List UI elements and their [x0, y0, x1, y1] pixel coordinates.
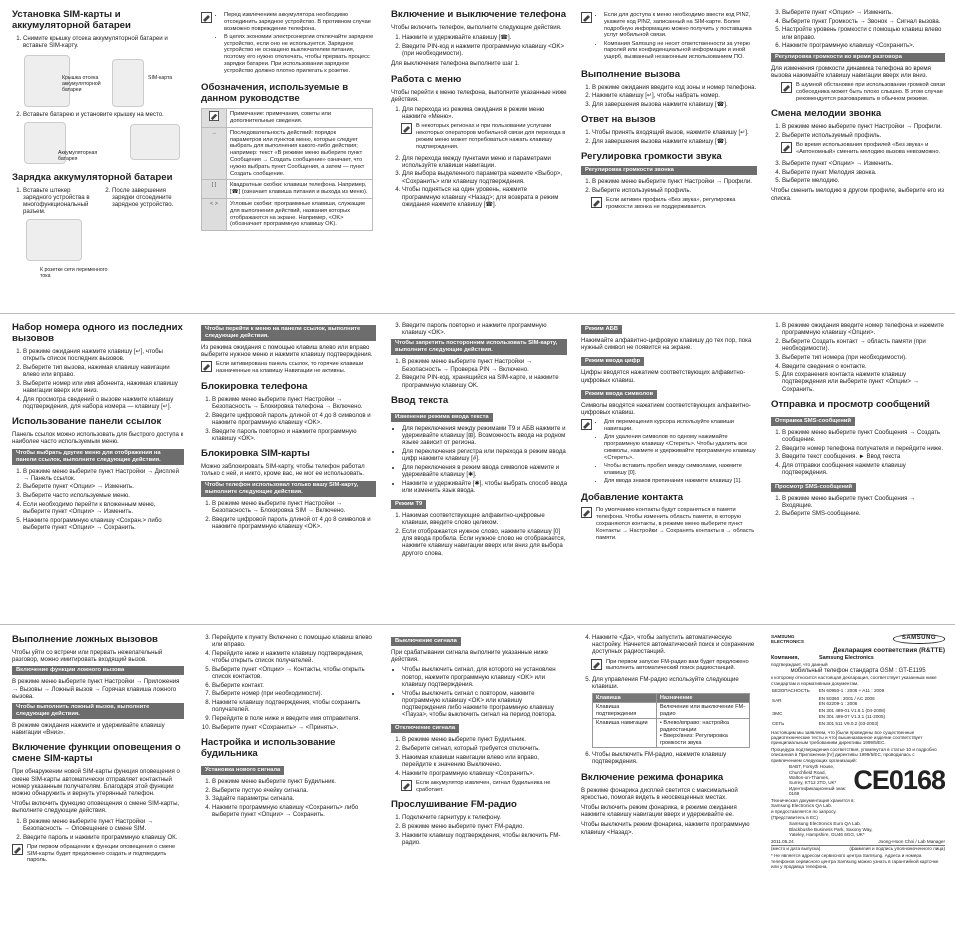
col-conventions	[201, 9, 376, 309]
paragraph: Чтобы включить функцию оповещения о смене SIM-карты, выполните следующие действия.	[12, 800, 180, 815]
note-icon	[401, 780, 412, 791]
paragraph: Цифры вводятся нажатием соответствующих алфавитно-цифровых клавиш.	[581, 369, 746, 384]
phone-charging-image	[26, 219, 82, 261]
list-item: • Компания Samsung не несет ответственности за утерю паролей или конфиденциальной информации и иной ущерб, вызванный незаконным использованием ПО.	[604, 41, 757, 61]
list-item: 2. Введите PIN-код и нажмите программную клавишу <OK> (при необходимости).	[402, 43, 567, 57]
list-item: • Для переключения между режимами T9 и АБВ нажмите и удерживайте клавишу [⊞]. Возможность ввода на родном языке зависит от региона.	[402, 425, 567, 447]
col-alarm-off-radio	[391, 634, 567, 934]
list-item: 4. Для просмотра сведений о вызове нажмите клавишу подтверждения, для набора номера — клавишу [↵].	[23, 396, 184, 410]
caption: Аккумуляторная батарея	[58, 149, 98, 162]
note-icon	[581, 507, 592, 518]
list-item: 3. Выберите часто используемые меню.	[23, 492, 184, 499]
note-text: Если активирована панель ссылок, то горячие клавиши назначенные на клавишу Навигации не активны.	[216, 361, 364, 375]
list-item: 1. В режиме меню выберите пункт Настройки → Безопасность → Проверка PIN → Включено.	[402, 358, 567, 372]
note	[581, 507, 757, 541]
table-header: Клавиша	[593, 693, 657, 703]
section-title: Блокировка телефона	[201, 381, 308, 392]
table-cell: SAR	[772, 698, 782, 704]
section-title: Прослушивание FM-радио	[391, 799, 517, 811]
place-label: (место и дата выпуска)	[771, 845, 821, 851]
list-item: • Если для доступа к меню необходимо ввести код PIN2, укажите код PIN2, записанный на SIM-карте. Более подробную информацию можно получить у поставщика услуг мобильной связи.	[604, 12, 757, 39]
list-item: 1. В режиме меню выберите пункт Сообщения → Создать сообщение.	[782, 429, 945, 443]
table-header-row	[593, 693, 750, 703]
list-item: 4. Если необходимо перейти к вложенным меню, выберите пункт <Опции> → Изменить.	[23, 501, 184, 515]
warning-icon	[201, 12, 212, 23]
section-title: Выполнение вызова	[581, 68, 681, 80]
list-item: 2. Выберите Создать контакт → область памяти (при необходимости).	[782, 338, 945, 352]
table-row	[202, 180, 373, 199]
table-row	[202, 198, 373, 230]
product-name: мобильный телефон стандарта GSM : GT-E1195	[790, 668, 926, 675]
paragraph: Чтобы включить режим фонарика, в режиме ожидания нажмите клавишу навигации вверх и удерживайте ее.	[581, 803, 737, 819]
phone-closed-image	[130, 124, 180, 160]
col-alarm	[201, 634, 376, 934]
subsection-bar: Режим ввода цифр	[581, 357, 644, 366]
paragraph: Символы вводятся нажатием соответствующих алфавитно-цифровых клавиш.	[581, 401, 751, 417]
paragraph: Панель ссылок можно использовать для быстрого доступа к наиболее часто используемым меню.	[12, 431, 184, 446]
list-item: 5. Выберите пункт <Опции> → Контакты, чтобы открыть список контактов.	[212, 666, 376, 680]
list-item: 2. Выберите используемый профиль.	[592, 187, 757, 194]
issue-date: 2011.05.24	[771, 839, 794, 845]
table-row	[202, 109, 373, 128]
section-title: Выполнение ложных вызовов	[12, 634, 158, 645]
list-item: 1. В режиме меню выберите пункт Будильник.	[212, 778, 376, 785]
list-item: • В целях экономии электроэнергии отключайте зарядное устройство, если оно не используется. Зарядное устройство не оснащено выключателем питания, поэтому его нужно отключать, чтобы прервать процесс зарядки батареи. При использовании зарядное устройство должно плотно прилегать к розетке.	[224, 34, 376, 75]
list-item: 7. Выберите номер (при необходимости).	[212, 690, 376, 697]
col-messages	[771, 322, 945, 614]
subsection-bar: Режим АБВ	[581, 325, 622, 334]
note	[401, 780, 567, 794]
paragraph: Чтобы выключить режим фонарика, нажмите программную клавишу <Назад>.	[581, 821, 750, 836]
list-item: • Чтобы выключить сигнал, для которого не установлен повтор, нажмите программную клавишу <OK> или клавишу подтверждения.	[402, 666, 567, 688]
table-header: Назначение	[656, 693, 749, 703]
caption: Крышка отсека аккумуляторной батареи	[62, 74, 101, 93]
list-item: 4. Перейдите ниже и нажмите клавишу подтверждения, чтобы открыть список получателей.	[212, 650, 376, 664]
warning-icon	[581, 12, 592, 23]
figure-battery	[12, 51, 184, 111]
list-item: 4. Выберите пункт Громкость → Звонок → Сигнал вызова.	[782, 18, 945, 25]
section-title: Работа с меню	[391, 73, 462, 85]
list-item: 2. Введите цифровой пароль длиной от 4 до 8 символов и нажмите программную клавишу <OK>.	[212, 516, 376, 530]
note-icon	[591, 659, 602, 670]
paragraph: Чтобы сменить мелодию в другом профиле, выберите его из списка.	[771, 187, 945, 202]
subsection-bar: Регулировка громкости звонка	[581, 166, 757, 175]
list-item: 2. Выберите пункт <Опции> → Изменить.	[23, 483, 184, 490]
paragraph: В режиме меню выберите пункт Настройки → Приложения → Вызовы → Ложный вызов → Горячая клавиша ложного вызова.	[12, 678, 180, 700]
list-item: 1. В режиме меню выберите пункт Настройки → Безопасность → Блокировка SIM → Включено.	[212, 500, 376, 514]
section-title: Зарядка аккумуляторной батареи	[12, 171, 173, 183]
table-cell: БЕЗОПАСНОСТЬ	[772, 688, 810, 694]
paragraph: При срабатывании сигнала выполните указанные ниже действия.	[391, 649, 549, 664]
paragraph: Чтобы включить телефон, выполните следующие действия.	[391, 24, 562, 31]
list-item: 2. Выберите используемый профиль.	[782, 132, 945, 139]
list-item: 1. В режиме меню выберите пункт Настройки → Профили.	[782, 123, 945, 130]
list-item: 1. В режиме меню выберите пункт Настройки → Безопасность → Блокировка телефона → Включено.	[212, 396, 376, 410]
subsection-bar: Чтобы выполнить ложный вызов, выполните следующие действия.	[12, 703, 184, 719]
list-item: 2. Выберите пустую ячейку сигнала.	[212, 787, 376, 794]
table-row	[771, 695, 886, 708]
confirms-text: подтверждает, что данный	[771, 662, 828, 667]
list-item: 3. Перейдите к пункту Включено с помощью клавиш влево или вправо.	[212, 634, 376, 648]
table-row	[771, 720, 886, 727]
list-item: 3. Введите пароль повторно и нажмите программную клавишу <OK>.	[212, 428, 376, 442]
figure-cover	[12, 120, 184, 172]
subsection-bar: Регулировка громкости во время разговора	[771, 53, 945, 62]
declaration-of-conformity	[771, 634, 945, 934]
col-sim-install	[12, 9, 184, 309]
table-row	[771, 687, 886, 694]
samsung-logo: SAMSUNG	[893, 634, 945, 643]
list-item: • Для переключения регистра или перехода в режим ввода цифр нажмите клавишу [#].	[402, 448, 567, 462]
list-item: 3. Нажмите клавишу подтверждения, чтобы включить FM-радио.	[402, 832, 567, 846]
declaration-title: Декларация соответствия (R&TTE)	[832, 647, 945, 654]
list-item: 1. Для перехода из режима ожидания в режим меню нажмите «Меню».	[402, 106, 567, 120]
note	[201, 361, 376, 375]
list-item: 5. Выберите мелодию.	[782, 177, 945, 184]
note-text: При первом запуске FM-радио вам будет предложено выполнить автоматический поиск радиостанций.	[606, 658, 749, 672]
note	[781, 142, 945, 156]
list-item: 2. Введите PIN-код, хранящийся на SIM-карте, и нажмите программную клавишу OK.	[402, 374, 567, 388]
col-fake-call	[12, 634, 184, 934]
list-item: 5. Настройте уровень громкости с помощью клавиш влево или вправо.	[782, 26, 945, 40]
section-title: Блокировка SIM-карты	[201, 448, 310, 460]
band-2	[0, 318, 955, 618]
list-item: 6. Чтобы выключить FM-радио, нажмите клавишу подтверждения.	[592, 751, 757, 765]
table-cell: EN 60950-1 : 2006 + A11 : 2009	[818, 688, 885, 694]
list-item: 4. Выберите пункт Мелодия звонка.	[782, 169, 945, 176]
list-item: 10. Выберите пункт <Сохранить> → <Принять>.	[212, 724, 376, 731]
warning-note	[201, 12, 376, 76]
list-item: 4. Нажмите программную клавишу <Сохранить> либо выберите пункт <Опции> → Сохранить.	[212, 804, 376, 818]
list-item: 2. Введите пароль и нажмите программную клавишу ОК.	[23, 834, 184, 841]
notified-body-address: BABT, Forsyth House, Churchfield Road, Walton-on-Thames, Surrey, KT12 2TD, UK* Идентификационный знак: 0168	[789, 764, 847, 797]
signature-label: (фамилия и подпись уполномоченного лица)	[849, 845, 945, 851]
list-item: 2. Нажмите клавишу [↵], чтобы набрать номер.	[592, 92, 757, 99]
table-cell: EN 50360 : 2001 / AC 2006 EN 62209-1 : 2006	[818, 695, 875, 707]
figure-charger	[12, 217, 184, 287]
list-item: 3. Введите текст сообщения. ► Ввод текста	[782, 453, 945, 460]
paragraph: Чтобы перейти к меню телефона, выполните указанные ниже действия.	[391, 88, 567, 103]
company-name: Samsung Electronics	[818, 655, 874, 661]
declaration-text: и предоставляется по запросу. (Представитель в ЕС)	[771, 809, 837, 820]
note-text: Во время использования профилей «Без звука» и «Автономный» сменить мелодию вызова невозможно.	[796, 142, 941, 156]
declaration-text: к которому относится настоящая декларация, соответствует указанным ниже стандартам и нормативным документам.	[771, 675, 937, 686]
list-item: 3. Нажимая клавиши навигации влево или вправо, перейдите к значению Выключено.	[402, 754, 567, 768]
table-cell: Клавиша навигации	[593, 719, 657, 748]
list-item: 3. Задайте параметры сигнала.	[212, 795, 376, 802]
signatory: Joong-Hoon Choi / Lab Manager	[878, 839, 945, 845]
list-item: 3. Для выбора выделенного параметра нажмите <Выбор>, <Сохранить> или клавишу подтверждения.	[402, 170, 567, 184]
list-item: • Чтобы вставить пробел между символами, нажмите клавишу [0].	[604, 463, 757, 477]
company-label: Компания,	[771, 655, 799, 661]
list-item: 1. Подключите гарнитуру к телефону.	[402, 814, 567, 821]
subsection-bar: Отправка SMS-сообщений	[771, 417, 855, 426]
list-item: 1. В режиме ожидания введите номер телефона и нажмите программную клавишу <Опции>.	[782, 322, 945, 336]
note-text: По умолчанию контакты будут сохраняться в памяти телефона. Чтобы изменить область памяти, в которую сохраняются контакты, в режиме меню выберите пункт Контакты → Настройки → Сохранять контакты в → область памяти.	[596, 507, 755, 541]
list-item: 5. Для управления FM-радио используйте следующие клавиши.	[592, 676, 757, 690]
subsection-bar: Чтобы выбрать другие меню для отображения на панели ссылок, выполните следующие действия.	[12, 449, 184, 465]
list-item: • Для ввода знаков препинания нажмите клавишу [1].	[604, 478, 757, 485]
col-phone-lock	[201, 322, 376, 614]
table-row	[593, 703, 750, 719]
warning-note	[581, 12, 757, 63]
paragraph: Чтобы уйти со встречи или прервать нежелательный разговор, можно имитировать входящий вызов.	[12, 649, 163, 664]
list-item: 3. Выберите пункт <Опции> → Изменить.	[782, 160, 945, 167]
list-item: 1. В режиме меню выберите пункт Сообщения → Входящие.	[782, 495, 945, 509]
list-item: 4. Чтобы подняться на один уровень, нажмите программную клавишу <Назад>; для возврата в режим ожидания нажмите клавишу [☎].	[402, 186, 567, 208]
table-row	[771, 707, 886, 720]
standards-table	[771, 687, 886, 727]
list-item: 1. В режиме ожидания нажмите клавишу [↵], чтобы открыть список последних вызовов.	[23, 348, 184, 362]
section-title: Смена мелодии звонка	[771, 108, 882, 120]
table-cell: Последовательность действий: порядок параметров или пунктов меню, которые следует выбрать для выполнения какого-либо действия; например: текст «В режиме меню выберите пункт Сообщения → Создать сообщение» означает, что нужно выбрать пункт Сообщения, а затем — пункт Создать сообщение.	[227, 127, 373, 180]
subsection-bar: Чтобы перейти к меню на панели ссылок, выполните следующие действия.	[201, 325, 376, 341]
section-title: Ответ на вызов	[581, 114, 656, 126]
list-item: 2. Если отображается нужное слово, нажмите клавишу [0] для ввода пробела. Если нужное слово не отображается, нажмите клавишу навигации вверх или вниз для выбора другого слова.	[402, 528, 567, 557]
list-item: 3. Выберите тип номера (при необходимости).	[782, 354, 945, 361]
list-item: 9. Перейдите в поле ниже и введите имя отправителя.	[212, 715, 376, 722]
subsection-bar: Отключение сигнала	[391, 724, 459, 733]
list-item: 1. Вставьте штекер зарядного устройства в многофункциональный разъем.	[23, 187, 95, 216]
declaration-text: Процедура подтверждения соответствия, упомянутая в статье 10 и подробно описанная в Приложении [IV] директивы 1999/5/EC, проводилась с привлечением следующих организаций:	[771, 746, 937, 763]
table-cell: Угловые скобки: программные клавиши, служащие для выполнения действий, названия которых отображаются на экране. Например, <OK> (обозначает программную клавишу OK).	[227, 198, 373, 230]
subsection-bar: Включение функции ложного вызова	[12, 666, 184, 675]
representative-address: Samsung Electronics Euro QA Lab. Blackbushe Business Park, Saxony Way, Yateley, Hampshire, GU46 6GG, UK*	[789, 821, 873, 837]
list-item: 8. Нажмите клавишу подтверждения, чтобы сохранить получателей.	[212, 699, 376, 713]
ce-mark: CE0168	[853, 764, 945, 795]
sim-card-image	[112, 59, 144, 107]
note-text: В шумной обстановке при использовании громкой связи собеседника может быть плохо слышно. В этом случае рекомендуется разговаривать в обычном режиме.	[796, 81, 945, 102]
list-item: • Для удаления символов по одному нажимайте программную клавишу <Стереть>. Чтобы удалить все символы, нажмите и удерживайте программную клавишу <Стереть>.	[604, 434, 757, 461]
note-text: При первом обращении к функции оповещения о смене SIM-карты будет предложено создать и подтвердить пароль.	[27, 843, 176, 864]
note-text: Если аккумулятор извлечен, сигнал будильника не сработает.	[416, 779, 551, 793]
declaration-text: Настоящим мы заявляем, что [были проведены все существенные радиотехнические тесты и что] вышеназванное изделие соответствует принципиальным требованиям директивы 1999/5/EC.	[771, 729, 923, 746]
list-item: 6. Выберите контакт.	[212, 682, 376, 689]
list-item: • Нажмите и удерживайте [✱], чтобы выбрать способ ввода или изменить язык ввода.	[402, 480, 567, 494]
brackets-icon: [ ]	[202, 180, 227, 199]
section-title: Набор номера одного из последних вызовов	[12, 322, 183, 344]
list-item: 3. Для завершения вызова нажмите клавишу [☎].	[592, 101, 757, 108]
subsection-bar: Режим T9	[391, 500, 426, 509]
list-item: 2. В режиме меню выберите пункт FM-радио.	[402, 823, 567, 830]
subsection-bar: Чтобы запретить посторонним использовать SIM-карту, выполните следующие действия.	[391, 339, 567, 355]
table-cell: ЭМС	[772, 711, 783, 717]
list-item: 5. Нажмите программную клавишу <Сохран.> либо выберите пункт <Опции> → Сохранить.	[23, 517, 184, 531]
list-item: 1. Чтобы принять входящий вызов, нажмите клавишу [↵].	[592, 129, 757, 136]
col-recent-calls	[12, 322, 184, 614]
list-item: 1. Нажимая соответствующие алфавитно-цифровые клавиши, введите слово целиком.	[402, 512, 567, 526]
caption: К розетке сети переменного тока	[40, 266, 108, 279]
table-cell: Квадратные скобки: клавиши телефона. Например, [☎] (означает клавиша питания и выхода из меню).	[227, 180, 373, 199]
list-item: 1. Нажмите и удерживайте клавишу [☎].	[402, 34, 567, 41]
list-item: 2. Для перехода между пунктами меню и параметрами используйте клавиши навигации.	[402, 155, 567, 169]
section-title: Включение функции оповещения о смене SIM-карты	[12, 742, 181, 765]
col-power-menu	[391, 9, 567, 309]
list-item: 4. Введите сведения о контакте.	[782, 363, 945, 370]
subsection-bar: Режим ввода символов	[581, 390, 657, 399]
list-item: • Для переключения в режим ввода символов нажмите и удерживайте клавишу [✱].	[402, 464, 567, 478]
section-title: Настройка и использование будильника	[201, 736, 336, 759]
subsection-bar: Установка нового сигнала	[201, 766, 284, 775]
subsection-bar: Выключение сигнала	[391, 637, 461, 646]
section-title: Добавление контакта	[581, 492, 684, 504]
note-icon	[201, 361, 212, 372]
list-item: 5. Для сохранения контакта нажмите клавишу подтверждения или выберите пункт <Опции> → Сохранить.	[782, 371, 945, 393]
list-item: 3. Введите пароль повторно и нажмите программную клавишу <OK>.	[402, 322, 567, 336]
list-item: 2. После завершения зарядки отсоедините зарядное устройство.	[112, 187, 184, 209]
note	[591, 659, 757, 673]
paragraph: Для изменения громкости динамика телефона во время вызова нажимайте клавишу навигации вверх или вниз.	[771, 64, 931, 79]
conventions-table	[201, 108, 373, 231]
section-title: Ввод текста	[391, 394, 449, 406]
list-item: • Для перемещения курсора используйте клавиши навигации.	[604, 419, 757, 433]
note	[581, 419, 757, 486]
table-cell: СЕТЬ	[772, 721, 785, 727]
list-item: 4. Нажмите программную клавишу <Сохранить>.	[402, 770, 567, 777]
table-row	[593, 719, 750, 748]
footnote: * Не является адресом сервисного центра Samsung. Адреса и номера телефонов сервисного центра Samsung можно узнать в гарантийной карточке или у продавца телефона.	[771, 853, 939, 869]
col-ringtone	[771, 9, 945, 309]
section-title: Включение режима фонарика	[581, 771, 724, 783]
note-icon	[591, 197, 602, 208]
band-3	[0, 630, 955, 936]
arrow-icon: →	[202, 127, 227, 180]
brand-text: SAMSUNG ELECTRONICS	[771, 634, 804, 644]
band-1	[0, 0, 955, 310]
list-item: 2. Для завершения вызова нажмите клавишу [☎].	[592, 138, 757, 145]
paragraph: При обнаружении новой SIM-карты функция оповещения о смене SIM-карты автоматически отправляет контактный номер указанным получателям. Благодаря этой функции можно обнаружить и вернуть утерянный телефон.	[12, 768, 180, 798]
caption: SIM-карта	[148, 74, 173, 81]
divider	[0, 313, 955, 314]
subsection-bar: Просмотр SMS-сообщений	[771, 483, 856, 492]
divider	[0, 624, 955, 625]
table-cell: EN 301 511 V9.0.2 (03-2003)	[818, 721, 879, 727]
list-item: • Перед извлечением аккумулятора необходимо отсоединить зарядное устройство. В противном случае возможно повреждение телефона.	[224, 12, 376, 32]
note-icon	[401, 123, 412, 134]
paragraph: Нажимайте алфавитно-цифровую клавишу до тех пор, пока нужный символ не появится на экране.	[581, 337, 752, 352]
paragraph: Можно заблокировать SIM-карту, чтобы телефон работал только с ней, и никто, кроме вас, не мог ее использовать.	[201, 463, 365, 478]
fm-keys-table	[592, 693, 750, 749]
list-item: 6. Нажмите программную клавишу <Сохранить>.	[782, 42, 945, 49]
note-icon	[581, 419, 592, 430]
section-title: Использование панели ссылок	[12, 416, 162, 428]
col-radio-flashlight	[581, 634, 757, 934]
section-title: Включение и выключение телефона	[391, 9, 567, 20]
declaration-text: Техническая документация хранится в: Samsung Electronics QA Lab.	[771, 797, 855, 808]
note	[591, 197, 757, 211]
section-title: Регулировка громкости звука	[581, 151, 722, 163]
list-item: 1. Снимите крышку отсека аккумуляторной батареи и вставьте SIM-карту.	[23, 35, 184, 49]
note-icon	[12, 844, 23, 855]
note-icon	[781, 142, 792, 153]
section-title: Обозначения, используемые в данном руководстве	[201, 82, 349, 105]
note-icon	[202, 109, 227, 128]
list-item: 3. Выберите пункт <Опции> → Изменить.	[782, 9, 945, 16]
list-item: 1. В режиме меню выберите пункт Настройки → Безопасность → Оповещение о смене SIM.	[23, 818, 184, 832]
angle-brackets-icon: < >	[202, 198, 227, 230]
note-text: Если активен профиль «Без звука», регулировка громкости звонка не поддерживается.	[606, 197, 736, 210]
list-item: 2. Введите цифровой пароль длиной от 4 до 8 символов и нажмите программную клавишу <OK>.	[212, 412, 376, 426]
paragraph: В режиме фонарика дисплей светится с максимальной яркостью, помогая видеть в неосвещенных местах.	[581, 786, 738, 801]
note	[12, 844, 184, 864]
subsection-bar: Изменение режима ввода текста	[391, 413, 493, 422]
note	[781, 82, 945, 102]
note	[401, 123, 567, 150]
table-row	[202, 127, 373, 180]
note-text: В некоторых регионах и при пользовании услугами некоторых операторов мобильной связи для перехода в режим меню может потребоваться нажать клавишу подтверждения.	[416, 123, 566, 150]
col-calls	[581, 9, 757, 309]
table-cell: Включение или выключение FM-радио	[656, 703, 749, 719]
table-cell: Клавиша подтверждения	[593, 703, 657, 719]
col-text-input	[391, 322, 567, 614]
paragraph: Из режима ожидания с помощью клавиш влево или вправо выберите нужное меню и нажмите клавишу подтверждения.	[201, 344, 373, 359]
list-item: 3. Выберите номер или имя абонента, нажимая клавишу навигации вверх или вниз.	[23, 380, 184, 394]
list-item: 2. Выберите тип вызова, нажимая клавишу навигации влево или вправо.	[23, 364, 184, 378]
list-item: • Чтобы выключить сигнал с повтором, нажмите программную клавишу <OK> или клавишу подтверждения либо нажмите программную клавишу <Пауза>, чтобы выключить сигнал на период повтора.	[402, 690, 567, 719]
paragraph: В режиме ожидания нажмите и удерживайте клавишу навигации «Вниз».	[12, 722, 165, 737]
table-cell: Примечание: примечания, советы или дополнительные сведения.	[227, 109, 373, 128]
list-item: 1. В режиме меню выберите пункт Настройки → Профили.	[592, 178, 757, 185]
subsection-bar: Чтобы телефон использовал только вашу SIM-карту, выполните следующие действия.	[201, 481, 376, 497]
list-item: 2. Введите номер телефона получателя и перейдите ниже.	[782, 445, 945, 452]
section-title: Отправка и просмотр сообщений	[771, 398, 930, 410]
list-item: 4. Для отправки сообщения нажмите клавишу подтверждения.	[782, 462, 945, 476]
section-title: Установка SIM-карты и аккумуляторной батареи	[12, 9, 131, 31]
paragraph: Для выключения телефона выполните шаг 1.	[391, 60, 520, 68]
list-item: 1. В режиме ожидания введите код зоны и номер телефона.	[592, 84, 757, 91]
table-cell: • Влево/вправо: настройка радиостанции • Вверх/вниз: Регулировка громкости звука	[656, 719, 749, 748]
note-icon	[781, 82, 792, 93]
table-cell: EN 301 489-01 V1.8.1 (04-2008) EN 301 489-07 V1.3.1 (11-2005)	[818, 708, 886, 719]
list-item: 2. Вставьте батарею и установите крышку на место.	[23, 111, 184, 118]
col-input-modes	[581, 322, 757, 614]
list-item: 2. Выберите сигнал, который требуется отключить.	[402, 745, 567, 752]
list-item: 4. Нажмите <Да>, чтобы запустить автоматическую настройку. Начнется автоматический поиск и сохранение доступных радиостанций.	[592, 634, 757, 656]
list-item: 2. Выберите SMS-сообщение.	[782, 510, 945, 517]
list-item: 1. В режиме меню выберите пункт Будильник.	[402, 736, 567, 743]
list-item: 1. В режиме меню выберите пункт Настройки → Дисплей → Панель ссылок.	[23, 468, 184, 482]
